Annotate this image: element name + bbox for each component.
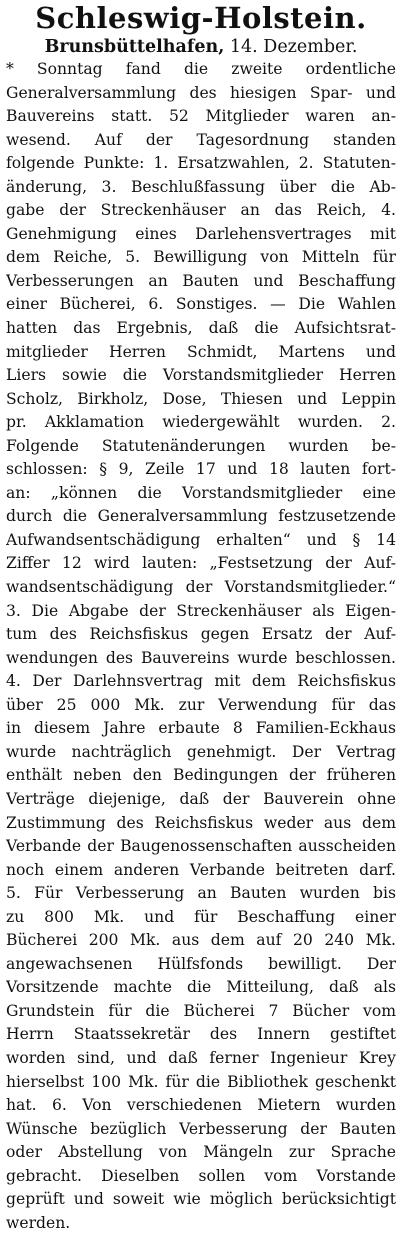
article-line: durch die Generalversammlung festzusetzende [6, 507, 396, 526]
article-line: Grundstein für die Bücherei 7 Bücher vom [6, 1001, 396, 1020]
article-line: Zustimmung des Reichsfiskus weder aus dem [6, 813, 396, 832]
article-line: gabe der Streckenhäuser an das Reich, 4. [6, 201, 396, 220]
article-line: wurde nachträglich genehmigt. Der Vertrag [6, 742, 396, 761]
article-line: hatten das Ergebnis, daß die Aufsichtsrat- [6, 319, 396, 338]
article-line: in diesem Jahre erbaute 8 Familien-Eckhaus [6, 719, 396, 738]
article-line: * Sonntag fand die zweite ordentliche [6, 60, 396, 78]
article-line: oder Abstellung von Mängeln zur Sprache [6, 1143, 396, 1162]
headline: Schleswig-Holstein. [35, 1, 367, 35]
article-line: werden. [6, 1213, 71, 1232]
article-line: 4. Der Darlehnsvertrag mit dem Reichsfiskus [6, 672, 396, 691]
article-line: geprüft und soweit wie möglich berücksichtigt [6, 1190, 396, 1209]
article-line: Generalversammlung des hiesigen Spar- und [6, 83, 396, 102]
article-line: worden sind, und daß ferner Ingenieur Krey [6, 1048, 396, 1067]
article-line: Aufwandsentschädigung erhalten“ und § 14 [6, 530, 396, 549]
article-line: Verbesserungen an Bauten und Beschaffung [6, 271, 396, 290]
article-line: 5. Für Verbesserung an Bauten wurden bis [6, 884, 396, 903]
article-line: dem Reiche, 5. Bewilligung von Mitteln für [6, 248, 396, 267]
article-line: angewachsenen Hülfsfonds bewilligt. Der [6, 954, 396, 973]
article-line: 3. Die Abgabe der Streckenhäuser als Eigen- [6, 601, 396, 620]
dateline [6, 36, 396, 58]
article-line: änderung, 3. Beschlußfassung über die Ab- [6, 177, 396, 196]
article-line: wendungen des Bauvereins wurde beschlossen. [6, 648, 396, 667]
article-line: Verträge diejenige, daß der Bauverein ohne [6, 789, 396, 808]
article-line: Wünsche bezüglich Verbesserung der Bauten [6, 1119, 396, 1138]
article-line: gebracht. Dieselben sollen vom Vorstande [6, 1166, 396, 1185]
article-line: wesend. Auf der Tagesordnung standen [6, 130, 396, 149]
article-line: Vorsitzende machte die Mitteilung, daß als [6, 978, 396, 997]
article-line: wandsentschädigung der Vorstandsmitglieder.“ [6, 578, 396, 597]
article-line: Herrn Staatssekretär des Innern gestiftet [6, 1025, 396, 1044]
article-line: Genehmigung eines Darlehensvertrages mit [6, 224, 396, 243]
article-line: pr. Akklamation wiedergewählt wurden. 2. [6, 413, 396, 432]
article-line: Verbande der Baugenossenschaften ausscheiden [6, 837, 396, 856]
article-line: hierselbst 100 Mk. für die Bibliothek geschenkt [6, 1072, 396, 1091]
dateline-date: 14. Dezember. [229, 37, 358, 57]
article-line: über 25 000 Mk. zur Verwendung für das [6, 695, 396, 714]
article-line: Ziffer 12 wird lauten: „Festsetzung der Auf- [6, 554, 396, 573]
article-line: Scholz, Birkholz, Dose, Thiesen und Leppin [6, 389, 396, 408]
article-line: mitglieder Herren Schmidt, Martens und [6, 342, 396, 361]
article-line: hat. 6. Von verschiedenen Mietern wurden [6, 1096, 396, 1115]
article-body [6, 58, 396, 1235]
article-line: Bücherei 200 Mk. aus dem auf 20 240 Mk. [6, 931, 396, 950]
article-line: enthält neben den Bedingungen der früheren [6, 766, 396, 785]
article-line: Liers sowie die Vorstandsmitglieder Herren [6, 366, 396, 385]
dateline-place: Brunsbüttelhafen, [44, 37, 225, 57]
article-line: folgende Punkte: 1. Ersatzwahlen, 2. Statuten- [6, 154, 396, 173]
article-line: einer Bücherei, 6. Sonstiges. — Die Wahlen [6, 295, 396, 314]
article-line: Bauvereins statt. 52 Mitglieder waren an- [6, 107, 396, 126]
article-line: noch einem anderen Verbande beitreten darf. [6, 860, 396, 879]
article-line: an: „können die Vorstandsmitglieder eine [6, 483, 396, 502]
article-line: Folgende Statutenänderungen wurden be- [6, 436, 396, 455]
article-line: schlossen: § 9, Zeile 17 und 18 lauten fort- [6, 460, 396, 479]
article-line: tum des Reichsfiskus gegen Ersatz der Auf- [6, 625, 396, 644]
article-line: zu 800 Mk. und für Beschaffung einer [6, 907, 396, 926]
